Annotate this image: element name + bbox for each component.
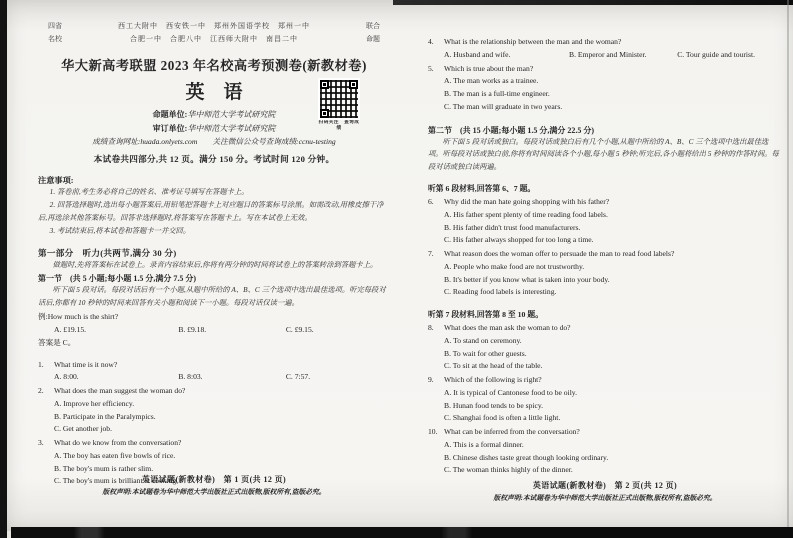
masthead-left-label bbox=[38, 20, 72, 45]
question-text: What does the man ask the woman to do? bbox=[444, 323, 571, 333]
section2-heading: 第二节 (共 15 小题;每小题 1.5 分,满分 22.5 分) bbox=[428, 125, 594, 135]
option-a: A. People who make food are not trustworthy. bbox=[444, 261, 585, 271]
qr-finder-icon bbox=[349, 80, 358, 89]
scan-edge-top bbox=[393, 0, 793, 5]
question-number: 7. bbox=[428, 249, 434, 259]
option-a: A. To stand on ceremony. bbox=[444, 335, 522, 345]
scan-edge-bottom bbox=[11, 527, 793, 538]
option-c: C. The man will graduate in two years. bbox=[444, 101, 563, 111]
question-text: Which is true about the man? bbox=[444, 63, 534, 73]
option-a: A. Improve her efficiency. bbox=[54, 398, 135, 408]
notice-item-1: 1. 答卷前,考生务必将自己的姓名、准考证号填写在答题卡上。 bbox=[49, 187, 249, 197]
question-2 bbox=[38, 385, 390, 398]
option-a: A. It is typical of Cantonese food to be oily. bbox=[444, 387, 578, 397]
masthead bbox=[38, 20, 390, 46]
option-b: B. Participate in the Paralympics. bbox=[54, 411, 156, 421]
option-a: A. 8:00. bbox=[54, 372, 79, 382]
question-4 bbox=[428, 36, 782, 49]
listen-note-2: 听第 7 段材料,回答第 8 至 10 题。 bbox=[428, 310, 544, 320]
qr-finder-icon bbox=[320, 80, 329, 89]
question-4-options bbox=[428, 49, 782, 62]
section2-intro: 听下面 5 段对话或独白。每段对话或独白后有几个小题,从题中所给的 A、B、C 三个选项中选出最佳选项。听每段对话或独白前,你将有时间阅读各个小题,每小题 5 秒钟;听完后,各小题将给出 5 秒钟的作答时间。每段对话或独白读两遍。 bbox=[428, 136, 779, 171]
question-8 bbox=[428, 322, 782, 335]
option-a: A. The man works as a trainee. bbox=[444, 76, 539, 86]
notice-item-3: 3. 考试结束后,将本试卷和答题卡一并交回。 bbox=[49, 225, 191, 235]
qr-finder-icon bbox=[320, 109, 329, 118]
question-text: What does the man suggest the woman do? bbox=[54, 386, 186, 396]
option-a: A. Husband and wife. bbox=[444, 49, 511, 59]
option-c: C. Reading food labels is interesting. bbox=[444, 287, 557, 297]
example-options bbox=[38, 324, 390, 337]
question-number: 6. bbox=[428, 197, 434, 207]
question-number: 5. bbox=[428, 63, 434, 73]
copyright-line: 版权声明:本试题卷为华中师范大学出版社正式出版物,版权所有,盗版必究。 bbox=[493, 495, 717, 502]
section1-intro: 听下面 5 段对话。每段对话后有一个小题,从题中所给的 A、B、C 三个选项中选出最佳选项。听完每段对话后,你都有 10 秒钟的时间来回答有关小题和阅读下一小题。每段对话仅读一遍。 bbox=[38, 285, 386, 307]
section1-heading: 第一节 (共 5 小题;每小题 1.5 分,满分 7.5 分) bbox=[38, 274, 196, 284]
option-a: A. £19.15. bbox=[54, 325, 87, 335]
masthead-left-line1: 四省 bbox=[48, 22, 62, 30]
masthead-right-line1: 联合 bbox=[366, 22, 380, 30]
qr-caption: 扫码关注 查询成绩 bbox=[318, 119, 360, 131]
schools-row-2: 合肥一中 合肥八中 江西师大附中 南昌二中 bbox=[130, 34, 298, 43]
schools-row-1: 西工大附中 西安铁一中 郑州外国语学校 郑州一中 bbox=[118, 22, 310, 30]
option-c: C. The boy's mum is brilliant at cooking. bbox=[54, 476, 179, 486]
option-a: A. The boy has eaten five bowls of rice. bbox=[54, 450, 176, 460]
copyright-line: 版权声明:本试题卷为华中师范大学出版社正式出版物,版权所有,盗版必究。 bbox=[102, 489, 326, 496]
question-number: 9. bbox=[428, 375, 434, 385]
question-text: Why did the man hate going shopping with his father? bbox=[444, 197, 610, 207]
option-c: C. £9.15. bbox=[285, 325, 314, 335]
question-number: 8. bbox=[428, 323, 434, 333]
option-a: A. His father spent plenty of time reading food labels. bbox=[444, 209, 608, 219]
question-text: What do we know from the conversation? bbox=[54, 438, 182, 448]
org-value: 华中师范大学考试研究院 bbox=[187, 110, 276, 120]
question-9 bbox=[428, 374, 782, 387]
notice-item-2: 2. 回答选择题时,选出每小题答案后,用铅笔把答题卡上对应题目的答案标号涂黑。如需改动,用橡皮擦干净后,再选涂其他答案标号。回答非选择题时,将答案写在答题卡上。写在本试卷上无效。 bbox=[38, 200, 384, 222]
option-b: B. To wait for other guests. bbox=[444, 348, 527, 358]
option-c: C. Get another job. bbox=[54, 424, 112, 434]
option-c: C. His father always shopped for too long a time. bbox=[444, 235, 594, 245]
page-2 bbox=[428, 28, 782, 528]
option-b: B. Chinese dishes taste great though looking ordinary. bbox=[444, 452, 609, 462]
page-footer: 英语试题(新教材卷) 第 2 页(共 12 页) bbox=[532, 481, 678, 490]
question-1 bbox=[38, 359, 390, 372]
option-c: C. Shanghai food is often a little light. bbox=[444, 413, 561, 423]
question-text: What time is it now? bbox=[54, 359, 118, 369]
question-text: What is the relationship between the man and the woman? bbox=[444, 37, 622, 46]
question-text: Which of the following is right? bbox=[444, 375, 542, 385]
part1-heading: 第一部分 听力(共两节,满分 30 分) bbox=[38, 247, 177, 258]
question-number: 4. bbox=[428, 37, 434, 46]
qr-code bbox=[320, 80, 358, 118]
option-c: C. 7:57. bbox=[285, 372, 311, 382]
option-b: B. The man is a full-time engineer. bbox=[444, 89, 550, 98]
option-b: B. Hunan food tends to be spicy. bbox=[444, 400, 544, 410]
score-query-line: 成绩查询网址:huada.onlyets.com 关注微信公众号查询成绩:ccnu-testing bbox=[92, 137, 336, 147]
question-text: What can be inferred from the conversation? bbox=[444, 427, 580, 437]
qr-block bbox=[318, 80, 360, 132]
example-answer: 答案是 C。 bbox=[38, 337, 76, 347]
example-question: 例:How much is the shirt? bbox=[38, 312, 119, 322]
scan-edge-left bbox=[0, 0, 7, 538]
question-number: 2. bbox=[38, 386, 44, 396]
question-3 bbox=[38, 437, 390, 450]
option-a: A. This is a formal dinner. bbox=[444, 439, 524, 449]
question-number: 10. bbox=[428, 427, 438, 437]
question-text: What reason does the woman offer to persuade the man to read food labels? bbox=[444, 249, 675, 259]
masthead-right-label bbox=[356, 20, 390, 45]
question-number: 3. bbox=[38, 438, 44, 448]
question-1-options bbox=[38, 371, 390, 384]
listen-note-1: 听第 6 段材料,回答第 6、7 题。 bbox=[428, 184, 536, 194]
question-7 bbox=[428, 248, 782, 261]
masthead-schools bbox=[72, 20, 356, 46]
option-b: B. £9.18. bbox=[178, 325, 207, 335]
option-b: B. Emperor and Minister. bbox=[569, 49, 647, 59]
scan-edge-right bbox=[787, 0, 789, 527]
part1-intro: 做题时,先将答案标在试卷上。录音内容结束后,你将有两分钟的时间将试卷上的答案转涂到答题卡上。 bbox=[52, 259, 378, 269]
question-5 bbox=[428, 63, 782, 76]
subject-title: 英 语 bbox=[185, 82, 243, 104]
option-b: B. It's better if you know what is taken into your body. bbox=[444, 274, 610, 284]
exam-title: 华大新高考联盟 2023 年名校高考预测卷(新教材卷) bbox=[61, 57, 367, 73]
question-number: 1. bbox=[38, 359, 44, 369]
notice-title: 注意事项: bbox=[38, 175, 74, 185]
option-b: B. 8:03. bbox=[178, 372, 203, 382]
option-c: C. To sit at the head of the table. bbox=[444, 361, 543, 371]
masthead-right-line2: 命题 bbox=[366, 34, 380, 43]
masthead-left-line2: 名校 bbox=[48, 34, 62, 43]
exam-info-line: 本试卷共四部分,共 12 页。满分 150 分。考试时间 120 分钟。 bbox=[93, 153, 335, 164]
page-1 bbox=[38, 14, 390, 524]
question-10 bbox=[428, 426, 782, 439]
question-6 bbox=[428, 196, 782, 209]
option-b: B. His father didn't trust food manufacturers. bbox=[444, 222, 581, 232]
page-footer: 英语试题(新教材卷) 第 1 页(共 12 页) bbox=[141, 475, 287, 484]
org-label: 命题单位: bbox=[152, 110, 188, 120]
option-c: C. The woman thinks highly of the dinner. bbox=[444, 465, 573, 475]
org-value: 华中师范大学考试研究院 bbox=[187, 124, 276, 134]
org-label: 审订单位: bbox=[152, 124, 188, 134]
option-c: C. Tour guide and tourist. bbox=[677, 49, 755, 59]
option-b: B. The boy's mum is rather slim. bbox=[54, 463, 154, 473]
